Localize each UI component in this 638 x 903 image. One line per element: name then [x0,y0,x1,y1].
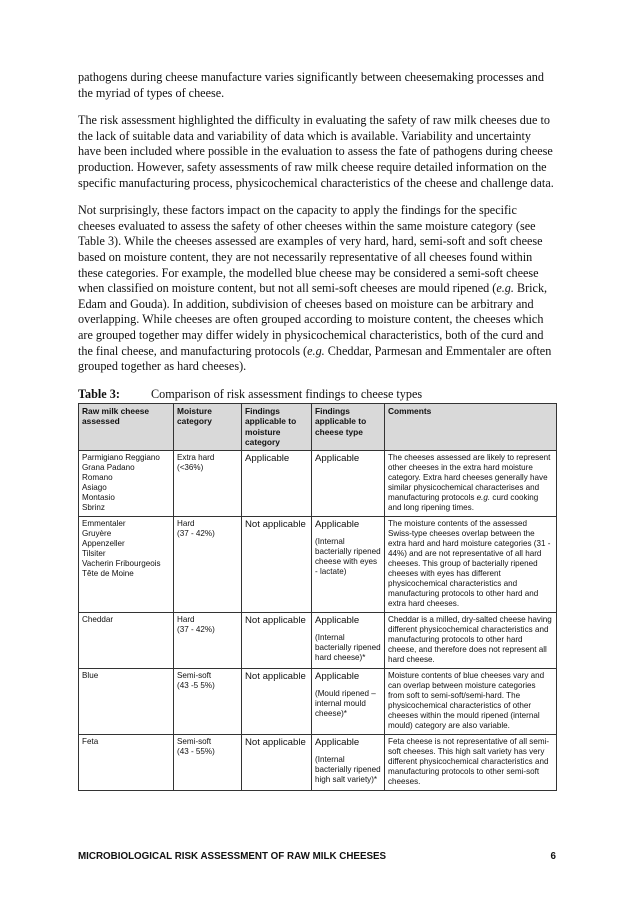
moisture-line: (37 - 42%) [177,624,215,634]
findings-type-note: (Mould ripened –internal mould cheese)* [315,688,376,718]
findings-moisture-value: Not applicable [245,518,306,530]
comment-italic: e.g. [476,492,491,502]
cheese-name: Tête de Moine [82,568,134,578]
header-moisture: Moisture category [174,403,242,450]
moisture-line: Semi-soft [177,736,212,746]
comment-text: Moisture contents of blue cheeses vary and can overlap between moisture categories from soft to semi-soft/semi-hard. The physicochemical characteristics of other cheeses within the mould ripened (internal mould) category are also variable. [388,670,545,730]
cheese-name: Romano [82,472,113,482]
table-row [79,612,557,668]
findings-moisture-value: Not applicable [245,736,306,748]
moisture-line: (43 - 55%) [177,746,215,756]
footer-title: MICROBIOLOGICAL RISK ASSESSMENT OF RAW MILK CHEESES [78,851,387,862]
cheese-name: Asiago [82,482,107,492]
paragraph-3-eg-1: e.g. [496,281,514,296]
page-number: 6 [550,851,556,862]
comparison-table [78,403,557,791]
cell-moisture [174,516,242,612]
findings-type-value: Applicable [315,614,360,626]
comment-tail: curd cooking and long ripening times. [388,492,539,512]
cell-findings-type [312,516,385,612]
header-findings-type: Findings applicable to cheese type [312,403,385,450]
findings-moisture-value: Not applicable [245,614,306,626]
cell-comments [385,450,557,516]
header-findings-moisture: Findings applicable to moisture category [242,403,312,450]
cell-comments [385,516,557,612]
cheese-name: Gruyère [82,528,112,538]
paragraph-3-eg-2: e.g. [307,343,325,358]
moisture-line: Extra hard [177,452,215,462]
findings-moisture-value: Applicable [245,452,290,464]
cheese-name: Cheddar [82,614,114,624]
cell-comments [385,734,557,790]
cheese-name: Feta [82,736,99,746]
cell-findings-moisture [242,612,312,668]
moisture-line: (43 -5 5%) [177,680,215,690]
cell-findings-moisture [242,734,312,790]
table-row [79,668,557,734]
page-content [78,70,556,791]
comment-text: The moisture contents of the assessed Swiss-type cheeses overlap between the extra hard and hard moisture categories (31 - 44%) and are not representative of all hard cheeses. This group of bacterially ripened cheeses with eyes has different physicochemical characteristics and manufacturing protocols to other hard and extra hard cheeses. [388,518,551,608]
moisture-line: Hard [177,614,195,624]
cheese-name: Grana Padano [82,462,135,472]
cell-moisture [174,612,242,668]
header-cheese: Raw milk cheese assessed [79,403,174,450]
table-caption [78,387,556,402]
findings-type-value: Applicable [315,518,360,530]
table-title: Comparison of risk assessment findings to cheese types [151,386,423,401]
moisture-line: Semi-soft [177,670,212,680]
paragraph-3-part-b: Brick, Edam and Gouda). In addition, subdivision of cheeses based on moisture can be arbitrary and overlapping. While cheeses are often grouped according to moisture content, the cheeses which are grouped together may differ widely in physicochemical characteristics, both of the curd and the final cheese, and manufacturing protocols ( [78,281,548,358]
moisture-line: (<36%) [177,462,204,472]
table-row [79,450,557,516]
comment-text: The cheeses assessed are likely to represent other cheeses in the extra hard moisture category. Extra hard cheeses generally have similar physicochemical characterises and manufacturing protocols [388,452,551,502]
cell-moisture [174,734,242,790]
table-label: Table 3: [78,386,120,401]
cheese-name: Parmigiano Reggiano [82,452,160,462]
moisture-line: Hard [177,518,195,528]
page-footer [78,851,556,862]
cell-findings-type [312,450,385,516]
findings-type-value: Applicable [315,736,360,748]
cheese-name: Appenzeller [82,538,125,548]
cell-cheeses [79,516,174,612]
cheese-name: Montasio [82,492,115,502]
cheese-name: Tilsiter [82,548,106,558]
findings-type-value: Applicable [315,452,360,464]
cell-cheeses [79,668,174,734]
cheese-name: Emmentaler [82,518,126,528]
cheese-name: Sbrinz [82,502,105,512]
moisture-line: (37 - 42%) [177,528,215,538]
cell-findings-moisture [242,450,312,516]
cell-moisture [174,668,242,734]
comment-text: Feta cheese is not representative of all semi-soft cheeses. This high salt variety has very different physicochemical characteristics and manufacturing protocols to other semi-soft cheeses. [388,736,550,786]
findings-type-value: Applicable [315,670,360,682]
findings-type-note: (Internal bacterially ripened high salt variety)* [315,754,381,784]
paragraph-2: The risk assessment highlighted the difficulty in evaluating the safety of raw milk cheeses due to the lack of suitable data and variability of data which is available. Variability and uncertainty have been included where possible in the evaluation to assess the fate of pathogens during cheese production. However, safety assessments of raw milk cheese require detailed information on the specific manufacturing process, physicochemical characteristics of the cheese and challenge data. [78,113,554,190]
cell-comments [385,612,557,668]
cell-cheeses [79,450,174,516]
cheese-name: Blue [82,670,99,680]
table-row [79,516,557,612]
cell-findings-moisture [242,516,312,612]
cell-cheeses [79,734,174,790]
cell-moisture [174,450,242,516]
paragraph-3-part-c: Cheddar, Parmesan and Emmentaler are often grouped together as hard cheeses). [78,343,552,374]
paragraph-3-part-a: Not surprisingly, these factors impact on the capacity to apply the findings for the specific cheeses evaluated to assess the safety of other cheeses within the same moisture category (see Table 3). While the cheeses assessed are examples of very hard, hard, semi-soft and soft cheese based on moisture content, they are not necessarily representative of all cheeses found within these categories. For example, the modelled blue cheese may be considered a semi-soft cheese when classified on moisture content, but not all semi-soft cheeses are mould ripened ( [78,203,543,296]
comment-text: Cheddar is a milled, dry-salted cheese having different physicochemical characteristics and manufacturing protocols to other hard cheese, and therefore does not represent all hard cheese. [388,614,552,664]
findings-type-note: (Internal bacterially ripened cheese with eyes - lactate) [315,536,381,576]
cell-comments [385,668,557,734]
cell-cheeses [79,612,174,668]
cell-findings-type [312,612,385,668]
header-comments: Comments [385,403,557,450]
findings-type-note: (Internal bacterially ripened hard cheese)* [315,632,381,662]
cheese-name: Vacherin Fribourgeois [82,558,161,568]
cell-findings-type [312,734,385,790]
cell-findings-moisture [242,668,312,734]
paragraph-3 [78,203,556,375]
cell-findings-type [312,668,385,734]
table-header-row [79,403,557,450]
paragraph-1: pathogens during cheese manufacture varies significantly between cheesemaking processes and the myriad of types of cheese. [78,70,544,100]
findings-moisture-value: Not applicable [245,670,306,682]
table-row [79,734,557,790]
